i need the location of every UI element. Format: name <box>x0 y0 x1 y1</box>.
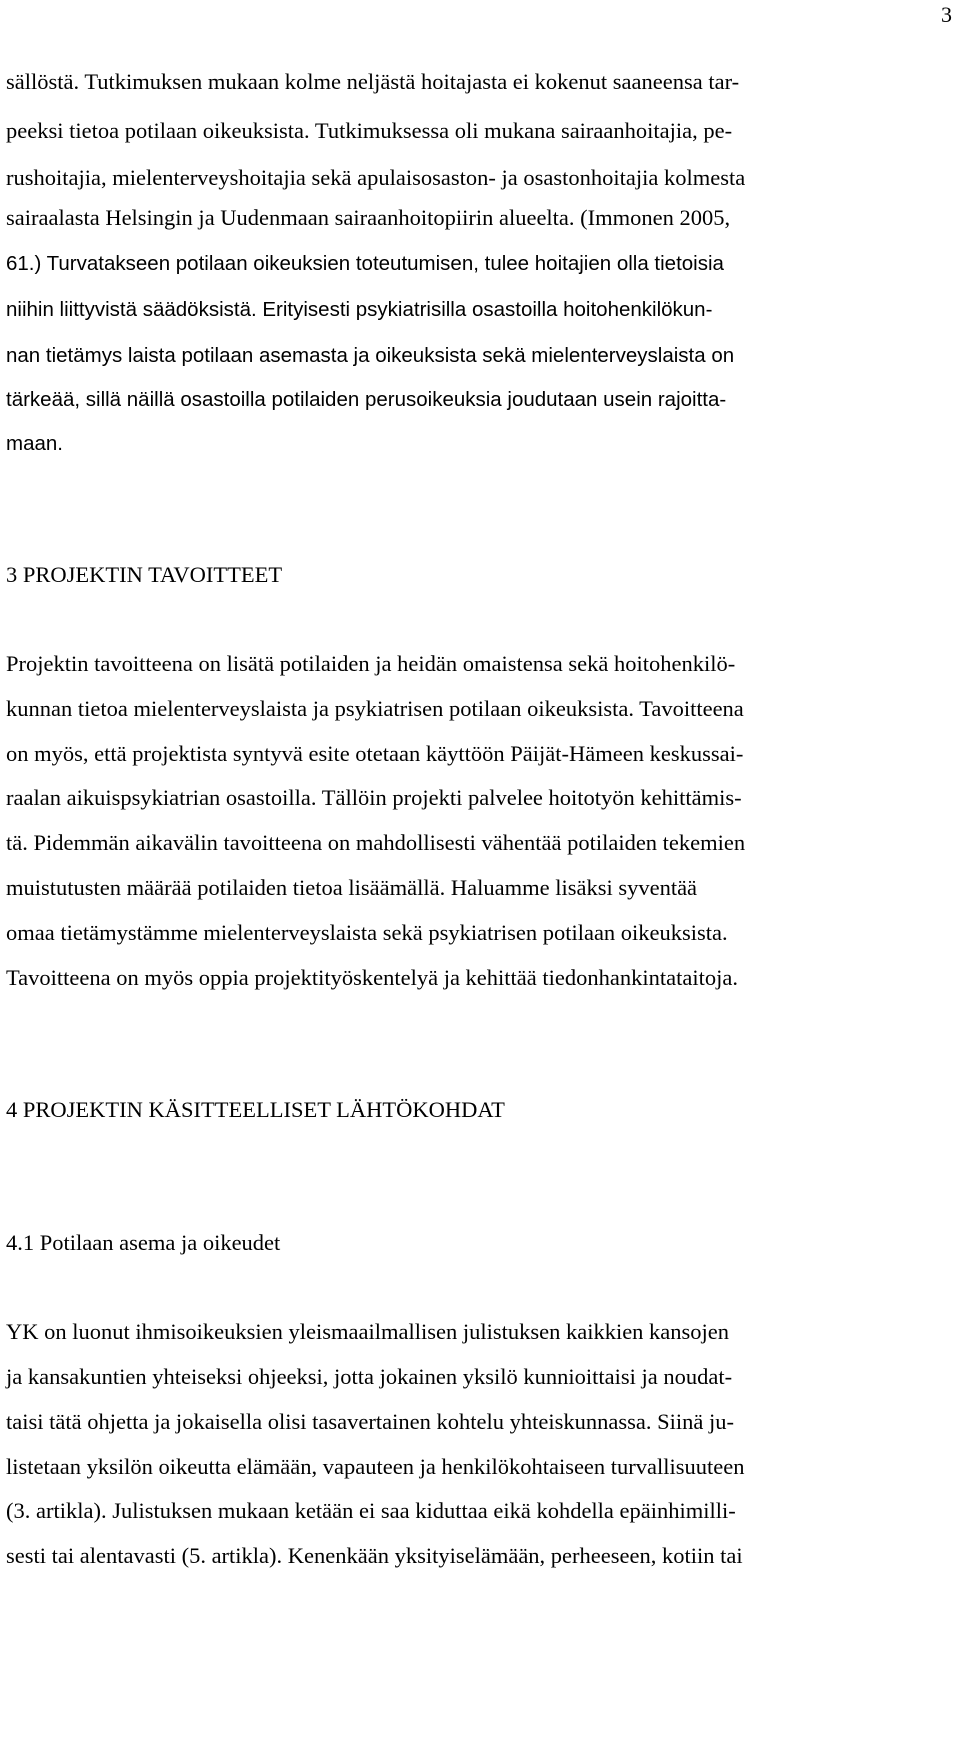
paragraph-3-line-6: sesti tai alentavasti (5. artikla). Kenenkään yksityiselämään, perheeseen, kotiin tai <box>6 1543 743 1568</box>
paragraph-1-line-9: maan. <box>6 432 63 455</box>
paragraph-1-line-5: 61.) Turvatakseen potilaan oikeuksien toteutumisen, tulee hoitajien olla tietoisia <box>6 252 724 275</box>
section-heading-4: 4 PROJEKTIN KÄSITTEELLISET LÄHTÖKOHDAT <box>6 1097 505 1122</box>
paragraph-2-line-3: on myös, että projektista syntyvä esite otetaan käyttöön Päijät-Hämeen keskussai- <box>6 741 744 766</box>
paragraph-1-line-2: peeksi tietoa potilaan oikeuksista. Tutkimuksessa oli mukana sairaanhoitajia, pe- <box>6 118 733 143</box>
paragraph-1-line-7: nan tietämys laista potilaan asemasta ja oikeuksista sekä mielenterveyslaista on <box>6 344 735 367</box>
paragraph-3-line-3: taisi tätä ohjetta ja jokaisella olisi tasavertainen kohtelu yhteiskunnassa. Siinä ju- <box>6 1409 734 1434</box>
paragraph-2-line-2: kunnan tietoa mielenterveyslaista ja psykiatrisen potilaan oikeuksista. Tavoitteena <box>6 696 744 721</box>
paragraph-2-line-5: tä. Pidemmän aikavälin tavoitteena on mahdollisesti vähentää potilaiden tekemien <box>6 830 746 855</box>
paragraph-2-line-6: muistutusten määrää potilaiden tietoa lisäämällä. Haluamme lisäksi syventää <box>6 875 698 900</box>
paragraph-3-line-4: listetaan yksilön oikeutta elämään, vapauteen ja henkilökohtaiseen turvallisuuteen <box>6 1454 745 1479</box>
page-number: 3 <box>941 2 952 27</box>
paragraph-2-line-8: Tavoitteena on myös oppia projektityöskentelyä ja kehittää tiedonhankintataitoja. <box>6 965 738 990</box>
paragraph-2-line-4: raalan aikuispsykiatrian osastoilla. Tällöin projekti palvelee hoitotyön kehittämis- <box>6 785 742 810</box>
paragraph-1-line-8: tärkeää, sillä näillä osastoilla potilaiden perusoikeuksia joudutaan usein rajoitta- <box>6 388 727 411</box>
subsection-heading-4-1: 4.1 Potilaan asema ja oikeudet <box>6 1230 281 1255</box>
paragraph-1-line-3: rushoitajia, mielenterveyshoitajia sekä apulaisosaston- ja osastonhoitajia kolmesta <box>6 165 746 190</box>
paragraph-1-line-4: sairaalasta Helsingin ja Uudenmaan sairaanhoitopiirin alueelta. (Immonen 2005, <box>6 205 731 230</box>
paragraph-3-line-5: (3. artikla). Julistuksen mukaan ketään ei saa kiduttaa eikä kohdella epäinhimilli- <box>6 1498 736 1523</box>
paragraph-1-line-6: niihin liittyvistä säädöksistä. Erityisesti psykiatrisilla osastoilla hoitohenkilökun- <box>6 298 713 321</box>
paragraph-3-line-2: ja kansakuntien yhteiseksi ohjeeksi, jotta jokainen yksilö kunnioittaisi ja noudat- <box>6 1364 733 1389</box>
paragraph-2-line-1: Projektin tavoitteena on lisätä potilaiden ja heidän omaistensa sekä hoitohenkilö- <box>6 651 736 676</box>
section-heading-3: 3 PROJEKTIN TAVOITTEET <box>6 562 283 587</box>
paragraph-2-line-7: omaa tietämystämme mielenterveyslaista sekä psykiatrisen potilaan oikeuksista. <box>6 920 728 945</box>
paragraph-1-line-1: sällöstä. Tutkimuksen mukaan kolme neljästä hoitajasta ei kokenut saaneensa tar- <box>6 69 740 94</box>
paragraph-3-line-1: YK on luonut ihmisoikeuksien yleismaailmallisen julistuksen kaikkien kansojen <box>6 1319 730 1344</box>
